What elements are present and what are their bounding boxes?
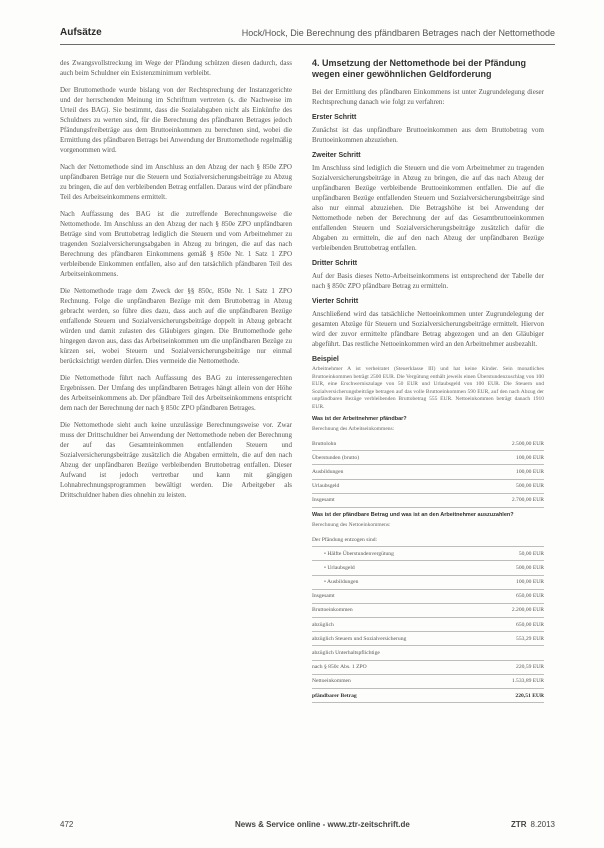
paragraph: Nach der Nettomethode sind im Anschluss an den Abzug der nach § 850e ZPO unpfändbaren Beträge nur die Steuern und Sozialversicherungsbeiträge zu Abzug zu bringen, die auf den verbleibenden Betrag entfallen. Daraus wird der pfändbare Teil des Arbeitseinkommens ermittelt.: [60, 163, 292, 201]
step-title: Vierter Schritt: [312, 298, 359, 305]
step-title: Erster Schritt: [312, 114, 357, 121]
row-label: Ausbildungen: [312, 465, 450, 479]
row-label: Bruttolohn: [312, 437, 450, 451]
paragraph: Die Nettomethode sieht auch keine unzulässige Berechnungsweise vor. Zwar muss der Drittschuldner bei Anwendung der Nettomethode neben der Berechnung der auf das Gesamteinkommen entfallenden Steuern und Sozialversicherungsbeiträge zusätzlich die Abgaben ermitteln, die auf den nach Abzug der unpfändbaren Bezüge verbleibenden Bruttobetrag entfallen. Dieser Aufwand ist jedoch vertretbar und kann mit gängigen Lohnabrechnungsprogrammen bewältigt werden. Die Arbeitgeber als Drittschuldner haben dies ohnehin zu leisten.: [60, 421, 292, 499]
row-label: • Ausbildungen: [312, 575, 485, 589]
page-footer: [60, 820, 555, 834]
section-title: 4. Umsetzung der Nettomethode bei der Pfändung wegen einer gewöhnlichen Geldforderung: [312, 58, 527, 79]
row-amount: 500,00 EUR: [450, 479, 544, 493]
table-row: [312, 561, 544, 575]
calc-question: Was ist der pfändbare Betrag und was ist an den Arbeitnehmer auszuzahlen?: [312, 511, 514, 518]
page-header: [60, 26, 555, 45]
net-income-table: [312, 533, 544, 703]
calc-question: Was ist der Arbeitnehmer pfändbar?: [312, 416, 407, 422]
running-title: Hock/Hock, Die Berechnung des pfändbaren Betrages nach der Nettomethode: [241, 28, 555, 38]
row-label: nach § 850c Abs. 1 ZPO: [312, 660, 485, 674]
table-row: [312, 603, 544, 617]
footer-journal: [511, 820, 555, 829]
row-label: pfändbarer Betrag: [312, 689, 485, 703]
issue-number: 8.2013: [530, 820, 555, 829]
row-amount: 100,00 EUR: [485, 575, 544, 589]
calc-subtitle: Berechnung des Arbeitseinkommens:: [312, 426, 395, 432]
step-text: Auf der Basis dieses Netto-Arbeitseinkommens ist entsprechend der Tabelle der nach § 850c ZPO pfändbare Betrag zu ermitteln.: [312, 272, 544, 290]
table-row: [312, 465, 544, 479]
row-label: abzüglich Steuern und Sozialversicherung: [312, 632, 485, 646]
example-text: Arbeitnehmer A ist verheiratet (Steuerklasse III) und hat keine Kinder. Sein monatliches Bruttoeinkommen beträgt 2500 EUR. Die Vergütung enthält jeweils einen Überstundenzuschlag von 100 EUR, eine Erschwerniszulage von 50 EUR und Urlaubsgeld von 100 EUR. Die Steuern und Sozialversicherungsbeiträge betragen auf das volle Bruttoeinkommen 590 EUR, auf den nach Abzug der unpfändbaren Bezüge verbleibenden Bruttobetrag 555 EUR. Nettoeinkommen beträgt danach 1910 EUR.: [312, 366, 544, 410]
paragraph: des Zwangsvollstreckung im Wege der Pfändung schützen diesen dadurch, dass auch beim Schuldner ein Existenzminimum verbleibt.: [60, 59, 292, 77]
row-amount: 2.200,00 EUR: [485, 603, 544, 617]
row-label: Nettoeinkommen: [312, 674, 485, 688]
row-amount: 100,00 EUR: [450, 451, 544, 465]
table-row: [312, 479, 544, 493]
row-label: abzüglich Unterhaltspflichtige: [312, 646, 485, 660]
table-row: [312, 618, 544, 632]
row-amount: [485, 646, 544, 660]
paragraph: Die Nettomethode führt nach Auffassung des BAG zu interessengerechten Ergebnissen. Der Umfang des unpfändbaren Betrages hängt allein von der Höhe des Arbeitseinkommens ab. Der pfändbare Teil des Arbeitseinkommens entspricht dem nach der Berechnung der nach § 850c ZPO pfändbaren Betrages.: [60, 374, 292, 412]
row-label: Urlaubsgeld: [312, 479, 450, 493]
right-column: [312, 58, 544, 703]
paragraph: Die Nettomethode trage dem Zweck der §§ 850c, 850e Nr. 1 Satz 1 ZPO Rechnung. Folge die unpfändbaren Bezüge mit dem Bruttobetrag in Abzug gebracht werden, so führe dies dazu, dass auch auf die unpfändbaren Bezüge entfallende Steuern und Sozialversicherungsbeiträge doppelt in Abzug gebracht würden und damit zulasten des Gläubigers gingen. Die Bruttomethode gehe hingegen davon aus, dass das Arbeitseinkommen um die unpfändbaren Bezüge zu kürzen sei, wobei Steuern und Sozialversicherungsbeiträge nur einmal berücksichtigt werden dürfen. Dies vermeide die Nettomethode.: [60, 287, 292, 365]
row-label: • Urlaubsgeld: [312, 561, 485, 575]
row-amount: 650,00 EUR: [485, 589, 544, 603]
footer-url: News & Service online - www.ztr-zeitschrift.de: [235, 820, 410, 829]
example-label: Beispiel: [312, 356, 339, 363]
row-label: Überstunden (brutto): [312, 451, 450, 465]
journal-name: ZTR: [510, 820, 527, 829]
row-amount: 220,59 EUR: [485, 660, 544, 674]
table-row: [312, 632, 544, 646]
table-row: [312, 547, 544, 561]
table-row: [312, 437, 544, 451]
row-amount: 650,00 EUR: [485, 618, 544, 632]
table-row: [312, 660, 544, 674]
row-amount: 1.533,89 EUR: [485, 674, 544, 688]
income-table: [312, 437, 544, 508]
page-number: 472: [60, 820, 74, 829]
step-title: Zweiter Schritt: [312, 152, 361, 159]
table-row: [312, 646, 544, 660]
row-amount: 2.700,00 EUR: [450, 493, 544, 507]
table-row: [312, 674, 544, 688]
row-label: Insgesamt: [312, 493, 450, 507]
row-label: abzüglich: [312, 618, 485, 632]
table-row: [312, 689, 544, 703]
paragraph: Nach Auffassung des BAG ist die zutreffende Berechnungsweise die Nettomethode. Im Anschluss an den Abzug der nach § 850e ZPO unpfändbaren Beträge sind vom Bruttobetrag lediglich die Steuern und vom Arbeitnehmer zu tragenden Sozialversicherungsabgaben in Abzug zu bringen, die auf das nach Berechnung des pfändbaren Einkommens gemäß § 850e Nr. 1 Satz 1 ZPO verbleibende Einkommen entfallen, also auf den tatsächlich pfändbaren Teil des Arbeitseinkommens.: [60, 210, 292, 278]
step-text: Zunächst ist das unpfändbare Bruttoeinkommen aus dem Bruttobetrag vom Bruttoeinkommen abzuziehen.: [312, 126, 544, 144]
row-amount: 2.500,00 EUR: [450, 437, 544, 451]
row-label: Bruttoeinkommen: [312, 603, 485, 617]
row-label: Der Pfändung entzogen sind:: [312, 533, 485, 547]
table-row: [312, 493, 544, 507]
step-title: Dritter Schritt: [312, 260, 358, 267]
row-amount: 553,29 EUR: [485, 632, 544, 646]
calc-subtitle: Berechnung des Nettoeinkommens:: [312, 521, 391, 528]
table-row: [312, 575, 544, 589]
left-column: [60, 58, 292, 507]
paragraph: Der Bruttomethode wurde bislang von der Rechtsprechung der Instanzgerichte und der herrschenden Meinung im Schrifttum vertreten (s. die Nachweise im Urteil des BAG). Sie bestimmt, dass die Sozialabgaben nicht als Einkünfte des Schuldners zu werten sind, für die Berechnung des pfändbaren Betrages jedoch Pfändungsfreibeträge aus dem Bruttoeinkommen zu berechnen sind, wobei die Ermittlung des pfändbaren Betrags bei Anwendung der Bruttomethode regelmäßig vorgenommen wird.: [60, 86, 292, 154]
section-label: Aufsätze: [60, 27, 102, 38]
step-text: Anschließend wird das tatsächliche Nettoeinkommen unter Zugrundelegung der gesamten Abzüge für Steuern und Sozialversicherungsbeiträge ermittelt. Hiervon wird der zuvor ermittelte pfändbare Betrag abgezogen und an den Gläubiger abgeführt. Das restliche Nettoeinkommen wird an den Arbeitnehmer ausbezahlt.: [312, 310, 544, 348]
row-amount: 220,51 EUR: [485, 689, 544, 703]
row-label: • Hälfte Überstundenvergütung: [312, 547, 485, 561]
row-amount: 50,00 EUR: [485, 547, 544, 561]
table-row: [312, 589, 544, 603]
table-row: [312, 451, 544, 465]
row-amount: [485, 533, 544, 547]
intro-paragraph: Bei der Ermittlung des pfändbaren Einkommens ist unter Zugrundelegung dieser Rechtsprechung danach wie folgt zu verfahren:: [312, 88, 544, 106]
table-row: [312, 533, 544, 547]
row-label: Insgesamt: [312, 589, 485, 603]
row-amount: 100,00 EUR: [450, 465, 544, 479]
row-amount: 500,00 EUR: [485, 561, 544, 575]
step-text: Im Anschluss sind lediglich die Steuern und die vom Arbeitnehmer zu tragenden Sozialversicherungsbeiträge in Abzug zu bringen, die auf das nach Abzug der unpfändbaren Bezüge verbleibende Bruttoeinkommen entfallen. Die auf die unpfändbaren Bezüge entfallenden Steuern und Sozialversicherungsbeiträge sind also nur einmal abzuziehen. Die Betragshöhe ist bei Anwendung der Nettomethode neben der Berechnung der auf das Gesamtbruttoeinkommen entfallenden Steuern und Sozialversicherungsbeiträge zusätzlich dafür die Abgaben zu ermitteln, die auf den nach Abzug der unpfändbaren Bezüge verbleibenden Bruttobetrag entfallen.: [312, 164, 544, 252]
